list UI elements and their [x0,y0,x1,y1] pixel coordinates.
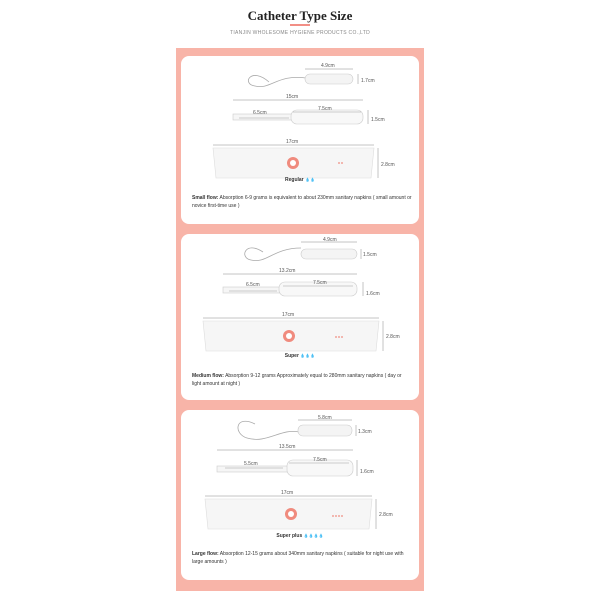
dim-pack-length: 17cm [282,312,295,318]
tampon-small [298,425,352,436]
dim-top-length: 5.8cm [318,415,332,421]
tampon-small [305,74,353,84]
tampon-small [301,249,357,259]
dim-outer: 7.5cm [313,280,327,286]
dim-total: 13.5cm [279,444,296,450]
dim-inner: 6.5cm [246,282,260,288]
card-super-plus [181,410,419,580]
flow-description: Large flow: Absorption 12-15 grams about 340mm sanitary napkins ( suitable for night use with large amounts ) [192,551,404,565]
dim-pack-width: 2.8cm [386,334,400,340]
flow-description: Medium flow: Absorption 9-12 grams Approximately equal to 280mm sanitary napkins ( day or light amount at night ) [192,373,402,387]
dim-pack-length: 17cm [286,139,299,145]
dim-outer-dia: 1.6cm [366,291,380,297]
dim-top-dia: 1.7cm [361,78,375,84]
dim-pack-length: 17cm [281,490,294,496]
dim-outer-dia: 1.5cm [371,117,385,123]
absorbency-level: Regular 💧💧 [285,177,315,183]
card-regular [181,56,419,224]
dim-outer: 7.5cm [313,457,327,463]
string [238,421,299,439]
string [248,75,306,86]
drop-icons: 💧💧 [305,177,315,182]
drop-icons: 💧💧💧 [300,353,316,358]
dim-pack-width: 2.8cm [381,162,395,168]
drop-icons: 💧💧💧💧 [303,533,324,538]
dim-outer-dia: 1.6cm [360,469,374,475]
absorbency-level: Super plus 💧💧💧💧 [276,533,324,539]
absorbency-level: Super 💧💧💧 [284,353,316,359]
dim-inner: 6.5cm [253,110,267,116]
string [245,248,301,261]
dim-top-dia: 1.5cm [363,252,377,258]
card-super [181,234,419,400]
page-title: Catheter Type Size [247,8,353,23]
dim-total: 13.2cm [279,268,296,274]
dim-pack-width: 2.8cm [379,512,393,518]
flow-description: Small flow: Absorption 6-9 grams is equivalent to about 230mm sanitary napkins ( small amount or novice first-time use ) [192,195,412,209]
dim-top-length: 4.9cm [321,63,335,69]
dim-outer: 7.5cm [318,106,332,112]
dim-top-length: 4.9cm [323,237,337,243]
dim-total: 15cm [286,94,299,100]
dim-inner: 5.5cm [244,461,258,467]
page-subtitle: TIANJIN WHOLESOME HYGIENE PRODUCTS CO.,LTD [229,30,371,36]
title-accent [290,24,310,26]
dim-top-dia: 1.3cm [358,429,372,435]
